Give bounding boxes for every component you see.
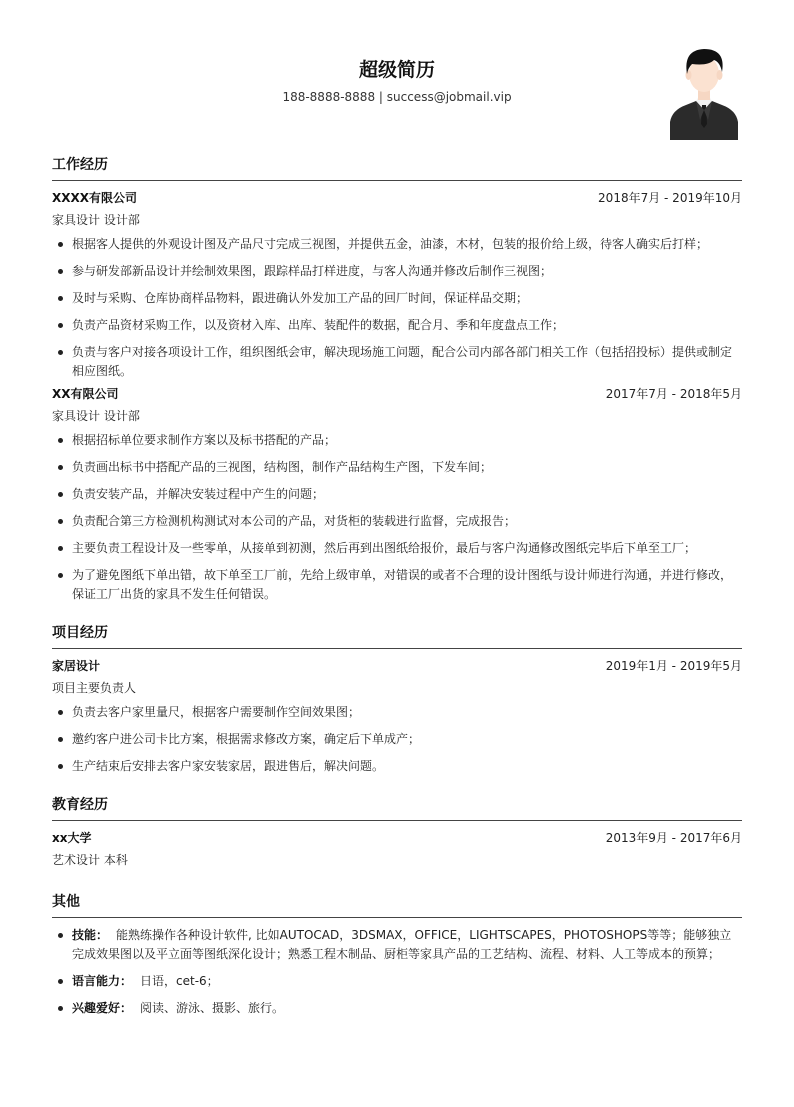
list-item: 负责产品资材采购工作，以及资材入库、出库、装配件的数据，配合月、季和年度盘点工作； — [52, 316, 742, 335]
work-duties — [52, 235, 742, 381]
list-item — [52, 926, 742, 964]
work-date: 2018年7月 - 2019年10月 — [598, 191, 742, 205]
job-role: 家具设计 设计部 — [52, 409, 140, 423]
work-section-title: 工作经历 — [52, 154, 742, 181]
list-item: 负责配合第三方检测机构测试对本公司的产品，对货柜的装载进行监督，完成报告； — [52, 512, 742, 531]
avatar — [668, 44, 740, 140]
skills-label: 技能： — [72, 928, 109, 942]
job-role: 家具设计 设计部 — [52, 213, 140, 227]
list-item: 负责与客户对接各项设计工作，组织图纸会审，解决现场施工问题，配合公司内部各部门相关工作（包括招投标）提供或制定相应图纸。 — [52, 343, 742, 381]
project-entry — [52, 657, 742, 776]
list-item: 为了避免图纸下单出错，故下单至工厂前，先给上级审单，对错误的或者不合理的设计图纸与设计师进行沟通，并进行修改，保证工厂出货的家具不发生任何错误。 — [52, 566, 742, 604]
resume-header — [52, 0, 742, 150]
company-name: XXXX有限公司 — [52, 191, 138, 205]
education-date: 2013年9月 - 2017年6月 — [605, 831, 742, 845]
hobbies-label: 兴趣爱好： — [72, 1001, 133, 1015]
education-entry — [52, 829, 742, 869]
major-degree: 艺术设计 本科 — [52, 853, 128, 867]
project-duties — [52, 703, 742, 776]
project-section — [52, 622, 742, 776]
work-entry — [52, 189, 742, 381]
list-item: 根据客人提供的外观设计图及产品尺寸完成三视图，并提供五金，油漆，木材，包装的报价给上级，待客人确实后打样； — [52, 235, 742, 254]
list-item: 负责安装产品，并解决安装过程中产生的问题； — [52, 485, 742, 504]
education-section — [52, 794, 742, 869]
contact-info: 188-8888-8888 | success@jobmail.vip — [282, 90, 512, 104]
work-section — [52, 154, 742, 604]
list-item: 根据招标单位要求制作方案以及标书搭配的产品； — [52, 431, 742, 450]
other-items — [52, 926, 742, 1018]
work-date: 2017年7月 - 2018年5月 — [605, 387, 742, 401]
project-date: 2019年1月 - 2019年5月 — [605, 659, 742, 673]
other-section — [52, 891, 742, 1018]
language-text: 日语，cet-6； — [140, 974, 219, 988]
list-item — [52, 972, 742, 991]
skills-text: 能熟练操作各种设计软件, 比如AUTOCAD，3DSMAX，OFFICE，LIGHTSCAPES，PHOTOSHOPS等等；能够独立完成效果图以及平立面等图纸深化设计；熟悉工程木制品、厨柜等家具产品的工艺结构、流程、材料、人工等成本的预算； — [72, 928, 732, 961]
project-name: 家居设计 — [52, 659, 101, 673]
resume-name: 超级简历 — [358, 59, 435, 81]
work-duties — [52, 431, 742, 604]
resume-page — [52, 0, 742, 1026]
school-name: xx大学 — [52, 831, 92, 845]
hobbies-text: 阅读、游泳、摄影、旅行。 — [140, 1001, 285, 1015]
list-item: 及时与采购、仓库协商样品物料，跟进确认外发加工产品的回厂时间，保证样品交期； — [52, 289, 742, 308]
list-item: 生产结束后安排去客户家安装家居，跟进售后，解决问题。 — [52, 757, 742, 776]
work-entry — [52, 385, 742, 604]
list-item: 负责画出标书中搭配产品的三视图，结构图，制作产品结构生产图，下发车间； — [52, 458, 742, 477]
list-item — [52, 999, 742, 1018]
project-section-title: 项目经历 — [52, 622, 742, 649]
list-item: 主要负责工程设计及一些零单，从接单到初测，然后再到出图纸给报价，最后与客户沟通修改图纸完毕后下单至工厂； — [52, 539, 742, 558]
list-item: 参与研发部新品设计并绘制效果图，跟踪样品打样进度，与客人沟通并修改后制作三视图； — [52, 262, 742, 281]
language-label: 语言能力： — [72, 974, 133, 988]
education-section-title: 教育经历 — [52, 794, 742, 821]
project-role: 项目主要负责人 — [52, 681, 137, 695]
list-item: 负责去客户家里量尺，根据客户需要制作空间效果图； — [52, 703, 742, 722]
company-name: XX有限公司 — [52, 387, 119, 401]
list-item: 邀约客户进公司卡比方案，根据需求修改方案，确定后下单成产； — [52, 730, 742, 749]
other-section-title: 其他 — [52, 891, 742, 918]
